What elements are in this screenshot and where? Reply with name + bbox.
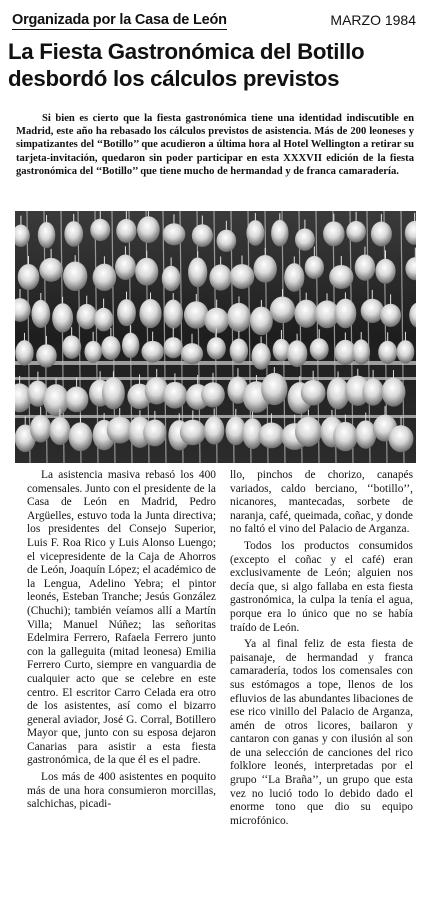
body-paragraph: Los más de 400 asistentes en poquito más de una hora consumieron morcillas, salchichas, picadi- bbox=[27, 771, 216, 811]
botillos-photo bbox=[15, 211, 416, 463]
headline bbox=[8, 38, 418, 92]
body-paragraph: Todos los productos consumidos (excepto el coñac y el café) eran exclusivamente de León; alguien nos decía que, si algo fallaba en esta fiesta gastronómica, la culpa la tenía el agua, porque era lo único que no se había traído de León. bbox=[230, 539, 413, 634]
headline-line-1: La Fiesta Gastronómica del Botillo bbox=[8, 39, 365, 64]
body-paragraph: Ya al final feliz de esta fiesta de paisanaje, de hermandad y franca camaradería, todos los comensales con sus estómagos a tope, llenos de los efluvios de las abundantes libaciones de ese rico vinillo del Palacio de Arganza, amén de otros licores, bailaron y cantaron con ganas y con ilusión al son de una selección de canciones del rico folklore leonés, interpretadas por el grupo ‘‘La Braña’’, un grupo que esta vez no lució todo lo debido dado el enorme tono que dio su equipo microfónico. bbox=[230, 638, 413, 827]
article-column-2 bbox=[230, 469, 413, 831]
body-paragraph: La asistencia masiva rebasó los 400 comensales. Junto con el presidente de la Casa de León en Madrid, Pedro Argüelles, estuvo toda la Junta directiva; los presidentes del Consejo Superior, Luis F. Roa Rico y Luis Alonso Luengo; el vicepresidente de la Caja de Ahorros de León, Joaquín López; el académico de la Lengua, Adelino Yebra; el pintor leonés, Esteban Tranche; Jesús González (Chuchi); también veíamos allí a Martín Villa; Manuel Núñez; las señoritas Edelmira Ferrero, Rafaela Ferrero junto con la galleguita (mitad leonesa) Emilia Ferrero Curto, siempre en vanguardia de cualquier acto que se celebre en este centro. El escritor Carro Celada era otro de los asistentes, así como el bizarro general aviador, José G. Corral, Botillero Mayor que, junto con su esposa dejaron Canarias para asistir a esta fiesta gastronómica, de la que él es el padre. bbox=[27, 469, 216, 767]
lead-paragraph: Si bien es cierto que la fiesta gastronómica tiene una identidad indiscutible en Madrid, este año ha rebasado los cálculos previstos de asistencia. Más de 200 leoneses y simpatizantes del ‘‘Botillo’’ que acudieron a última hora al Hotel Wellington a retirar su tarjeta-invitación, quedaron sin poder participar en esta XXXVII edición de la fiesta gastronómica del ‘‘Botillo’’ que tiene mucho de hermandad y de franca camaradería. bbox=[16, 113, 414, 177]
photo-botillos-hanging-icon bbox=[15, 211, 416, 463]
article-column-1 bbox=[27, 469, 216, 815]
masthead-line bbox=[12, 12, 418, 32]
body-paragraph: llo, pinchos de chorizo, canapés variados, caldo berciano, ‘‘botillo’’, nicanores, mantecadas, sorbete de naranja, café, queimada, coñac, y donde no faltó el vino del Palacio de Arganza. bbox=[230, 469, 413, 536]
headline-line-2: desbordó los cálculos previstos bbox=[8, 66, 340, 91]
issue-date: MARZO 1984 bbox=[330, 12, 416, 28]
section-kicker: Organizada por la Casa de León bbox=[12, 12, 227, 28]
